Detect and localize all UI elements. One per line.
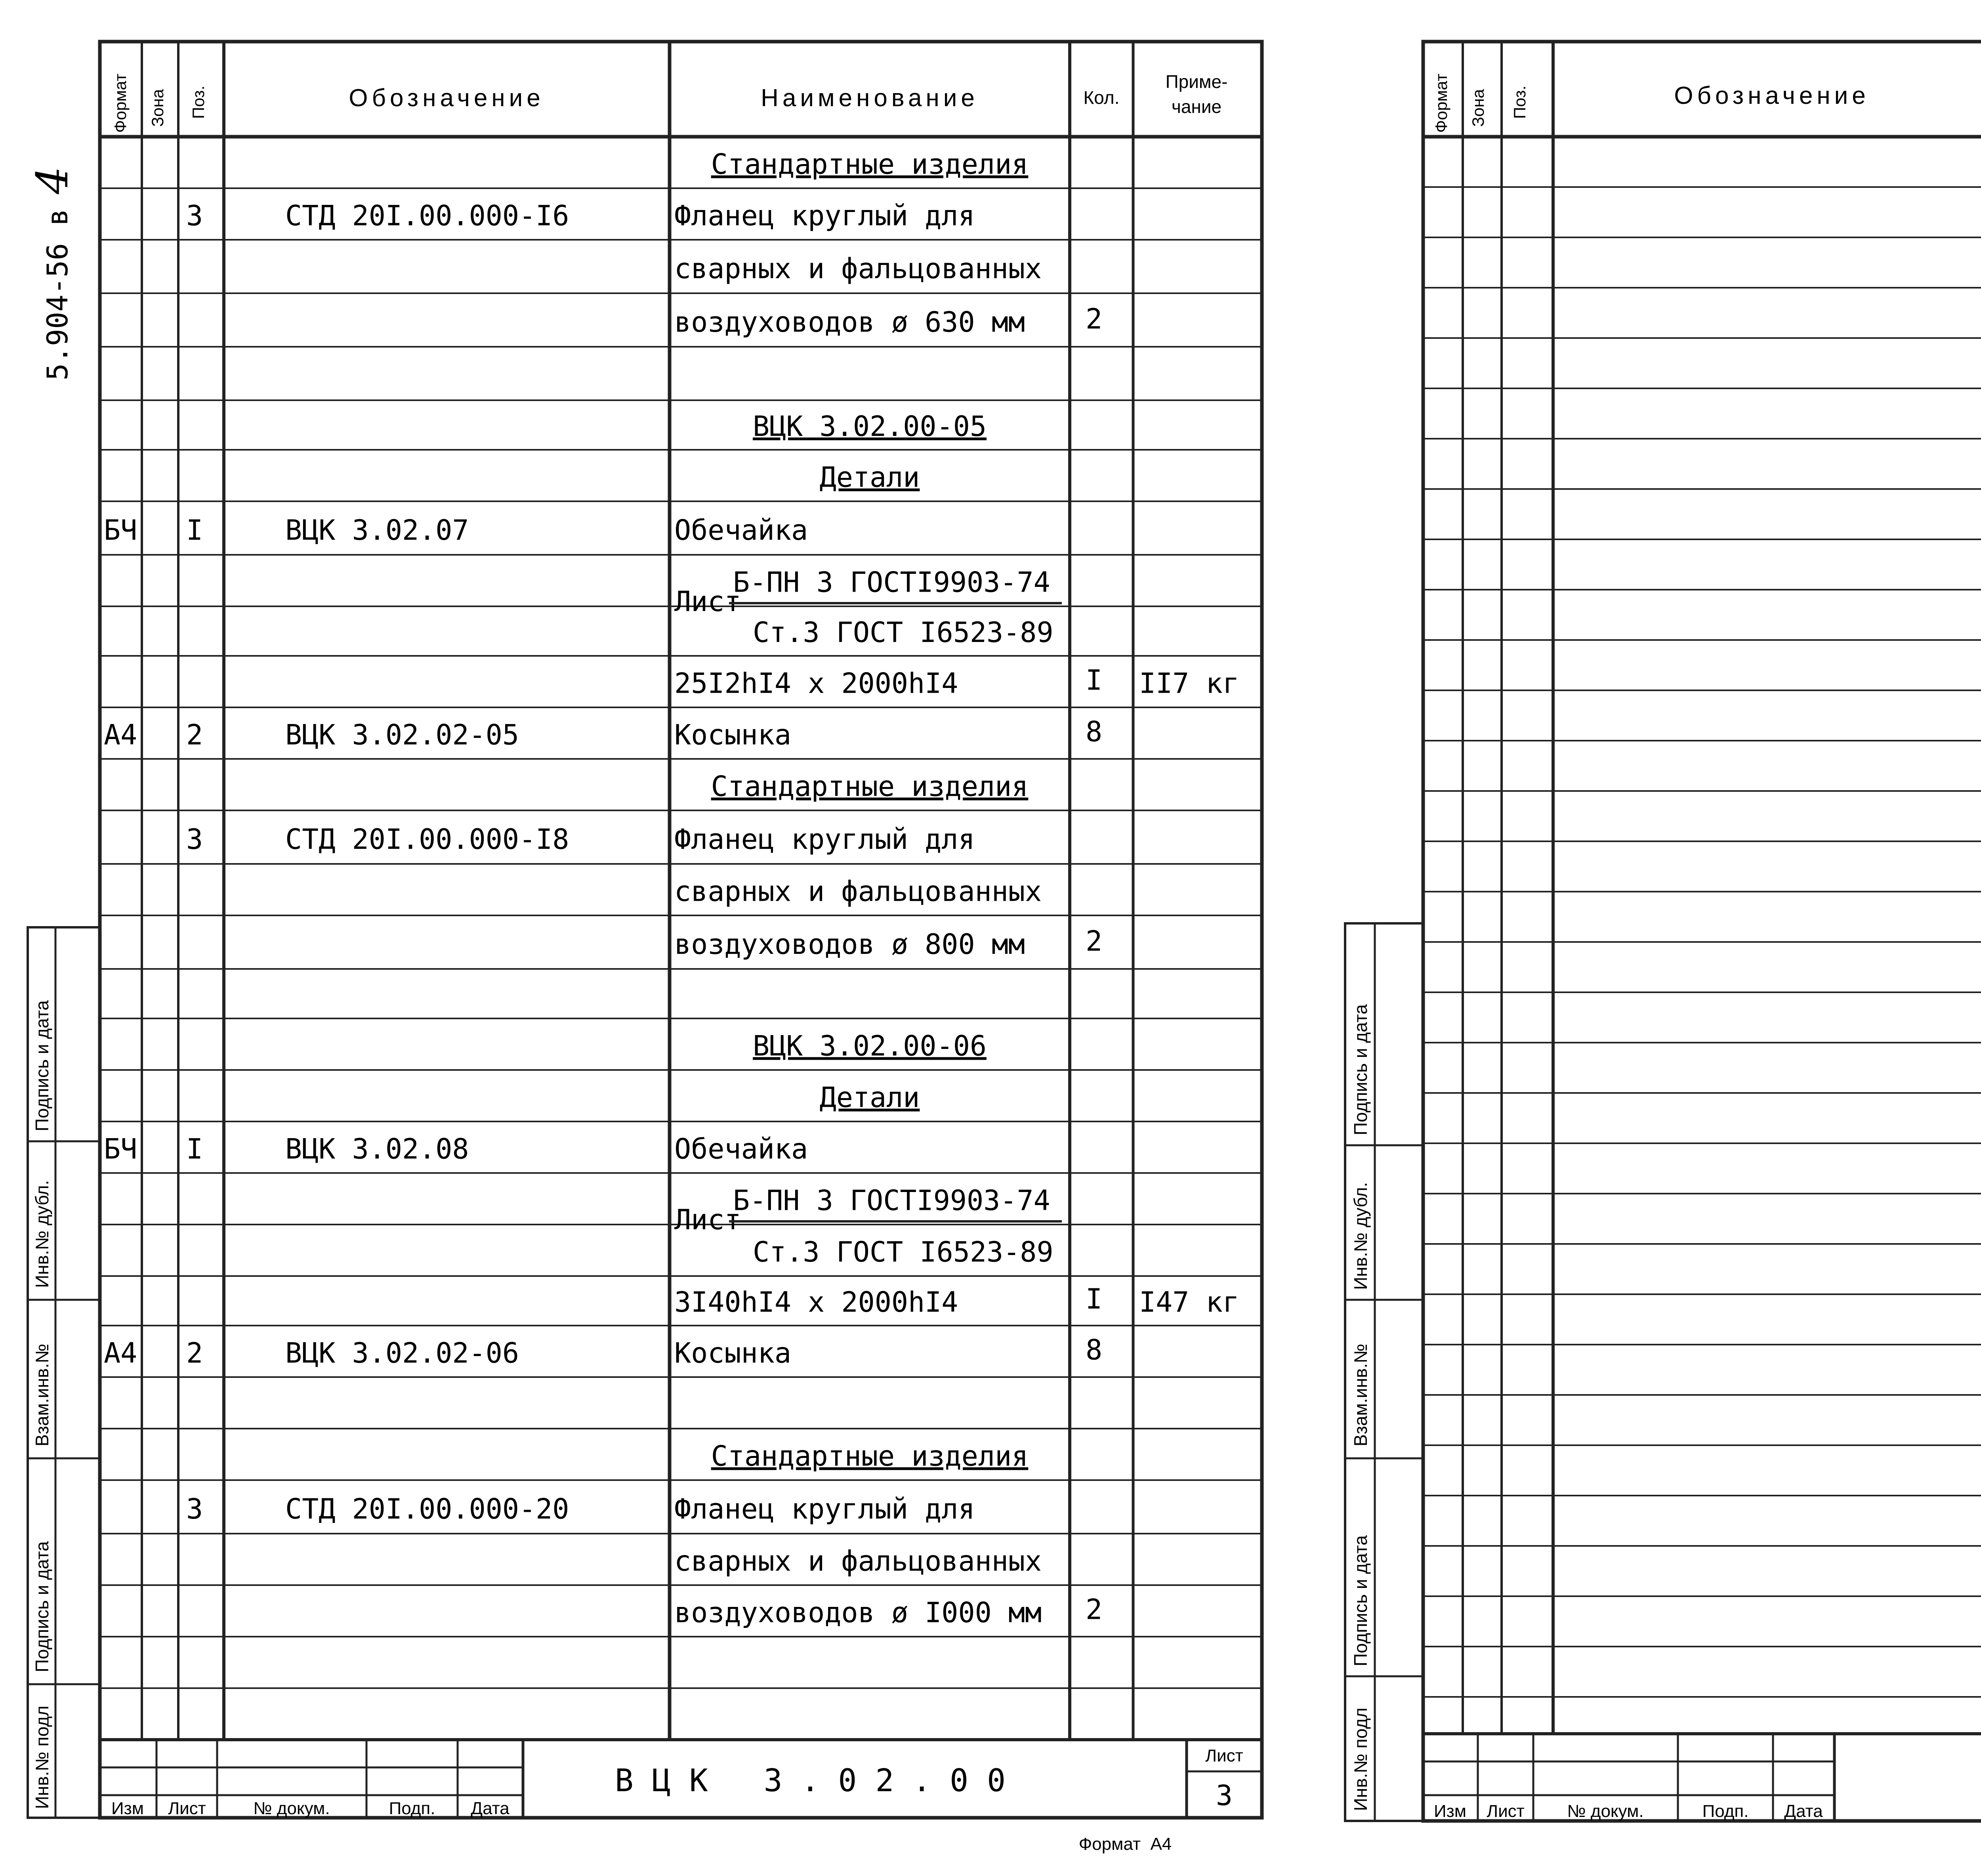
- cell-designation: ВЦК 3.02.02-05: [285, 718, 519, 751]
- cell-pos: 2: [186, 718, 203, 751]
- list-prefix: Лист: [674, 1204, 741, 1236]
- list-prefix: Лист: [674, 585, 741, 618]
- left-side-stamps: [32, 1000, 52, 1809]
- cell-name: сварных и фальцованных: [674, 1545, 1042, 1578]
- cell-designation: СТД 20I.00.000-I8: [285, 823, 569, 856]
- section-heading: Стандартные изделия: [711, 1440, 1029, 1473]
- stamp-vzam: Взам.инв.№: [1350, 1343, 1371, 1446]
- tb-doc-code: В Ц К 3 . 0 2 . 0 0: [615, 1763, 1006, 1799]
- right-title-block: [1434, 15, 1981, 1858]
- tb-doc-no: № докум.: [253, 1799, 330, 1818]
- tb-izm: Изм: [111, 1799, 144, 1818]
- stamp-inv-dubl: Инв.№ дубл.: [1350, 1182, 1371, 1290]
- stamp-sign-date: Подпись и дата: [1350, 1535, 1371, 1666]
- cell-name: Б-ПН 3 ГОСТI9903-74: [733, 1184, 1050, 1217]
- section-heading: ВЦК 3.02.00-06: [752, 1030, 987, 1062]
- tb-izm: Изм: [1433, 1801, 1467, 1821]
- cell-name: воздуховодов ø 630 мм: [674, 306, 1025, 339]
- stamp-inv-dubl: Инв.№ дубл.: [32, 1180, 52, 1288]
- hdr-zone: Зона: [148, 89, 167, 127]
- cell-name: сварных и фальцованных: [674, 875, 1042, 908]
- tb-doc-no: № докум.: [1567, 1801, 1644, 1821]
- cell-qty: 8: [1086, 715, 1103, 748]
- cell-name: Косынка: [674, 718, 792, 751]
- cell-format: БЧ: [104, 514, 137, 547]
- row-lines: [1423, 187, 1981, 1697]
- tb-sheet-no: 3: [1216, 1779, 1233, 1812]
- tb-sheet-label: Лист: [1205, 1746, 1243, 1765]
- stamp-inv-podl: Инв.№ подл: [1350, 1708, 1371, 1811]
- cell-pos: I: [186, 1133, 203, 1165]
- cell-name: Фланец круглый для: [674, 199, 975, 232]
- stamp-sign-date-2: Подпись и дата: [32, 1000, 52, 1131]
- section-heading: Детали: [819, 461, 920, 494]
- section-heading: ВЦК 3.02.00-05: [752, 410, 987, 443]
- left-page: [28, 42, 1262, 1818]
- cell-designation: ВЦК 3.02.02-06: [285, 1337, 519, 1370]
- cell-name: Косынка: [674, 1337, 792, 1370]
- cell-name: воздуховодов ø I000 мм: [674, 1596, 1042, 1629]
- hdr-pos: Поз.: [1510, 86, 1529, 119]
- tb-date: Дата: [1784, 1801, 1823, 1821]
- hdr-format: Формат: [1432, 73, 1450, 133]
- left-title-block: [111, 1746, 1243, 1854]
- cell-name: 25I2hI4 x 2000hI4: [674, 667, 958, 700]
- cell-pos: 2: [186, 1337, 203, 1370]
- cell-qty: 2: [1086, 303, 1103, 336]
- cell-name: Фланец круглый для: [674, 1493, 975, 1526]
- cell-name: Ст.3 ГОСТ I6523-89: [753, 1236, 1053, 1268]
- hdr-name: Наименование: [761, 84, 979, 112]
- tb-list: Лист: [1487, 1801, 1525, 1821]
- hdr-note-1: Приме-: [1165, 71, 1228, 92]
- hdr-designation: Обозначение: [1674, 82, 1870, 109]
- cell-name: Фланец круглый для: [674, 823, 975, 856]
- section-heading: Стандартные изделия: [711, 148, 1029, 181]
- section-heading: Стандартные изделия: [711, 770, 1029, 803]
- cell-designation: СТД 20I.00.000-20: [285, 1493, 569, 1526]
- stamp-sign-date: Подпись и дата: [32, 1541, 52, 1672]
- margin-code: 5.904-56 в: [41, 208, 74, 380]
- stamp-inv-podl: Инв.№ подл: [32, 1706, 52, 1809]
- cell-designation: ВЦК 3.02.07: [285, 514, 469, 547]
- right-headers: [1432, 70, 1981, 133]
- hdr-qty: Кол.: [1083, 87, 1120, 108]
- cell-pos: I: [186, 514, 203, 547]
- cell-name: Обечайка: [674, 514, 808, 547]
- tb-sign: Подп.: [389, 1799, 435, 1818]
- cell-format: БЧ: [104, 1133, 137, 1165]
- hdr-format: Формат: [111, 73, 130, 133]
- cell-designation: СТД 20I.00.000-I6: [285, 199, 569, 232]
- cell-name: 3I40hI4 x 2000hI4: [674, 1286, 958, 1318]
- cell-name: Б-ПН 3 ГОСТI9903-74: [733, 566, 1050, 599]
- stamp-sign-date-2: Подпись и дата: [1350, 1004, 1371, 1135]
- cell-designation: ВЦК 3.02.08: [285, 1133, 469, 1165]
- right-page: [1345, 16, 1981, 1821]
- cell-name: воздуховодов ø 800 мм: [674, 928, 1025, 961]
- tb-list: Лист: [168, 1799, 206, 1818]
- cell-qty: 8: [1086, 1333, 1103, 1366]
- cell-format: А4: [104, 718, 137, 751]
- cell-format: А4: [104, 1337, 137, 1370]
- tb-sign: Подп.: [1702, 1801, 1749, 1821]
- right-side-stamps: [1350, 1004, 1371, 1811]
- cell-qty: I: [1086, 664, 1103, 697]
- cell-qty: 2: [1086, 1593, 1103, 1626]
- stamp-vzam: Взам.инв.№: [32, 1343, 52, 1446]
- cell-qty: I: [1086, 1283, 1103, 1315]
- tb-format: Формат А4: [1078, 1834, 1172, 1854]
- cell-pos: 3: [186, 1493, 203, 1526]
- cell-pos: 3: [186, 199, 203, 232]
- hdr-note-2: чание: [1171, 96, 1222, 117]
- cell-note: I47 кг: [1139, 1286, 1239, 1318]
- hdr-pos: Поз.: [189, 86, 208, 119]
- cell-pos: 3: [186, 823, 203, 856]
- tb-date: Дата: [471, 1799, 510, 1818]
- cell-name: Обечайка: [674, 1133, 808, 1165]
- cell-note: II7 кг: [1139, 667, 1239, 700]
- cell-name: Ст.3 ГОСТ I6523-89: [753, 616, 1053, 649]
- hdr-designation: Обозначение: [349, 84, 544, 112]
- section-heading: Детали: [819, 1081, 920, 1114]
- cell-name: сварных и фальцованных: [674, 252, 1042, 285]
- hdr-zone: Зона: [1469, 89, 1487, 127]
- margin-code-mark: 4: [27, 166, 78, 194]
- cell-qty: 2: [1086, 925, 1103, 958]
